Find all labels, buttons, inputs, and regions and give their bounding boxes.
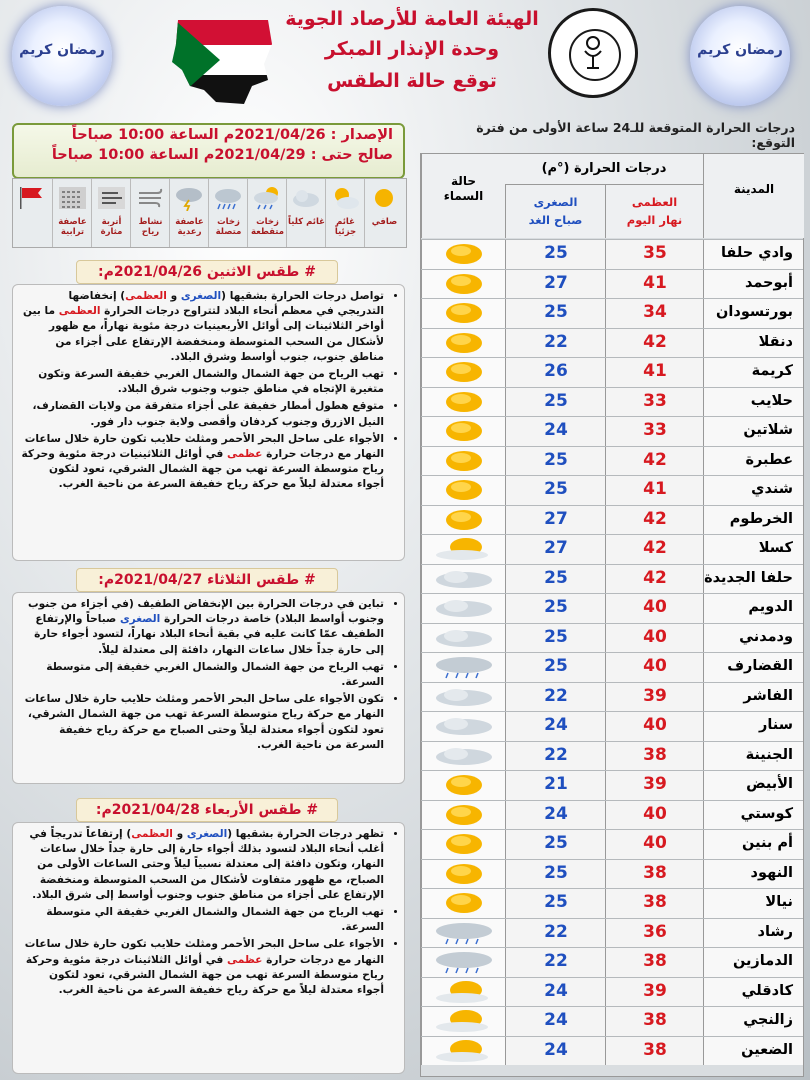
city-cell: عطبرة [703,447,803,476]
table-row [421,977,803,1007]
sun-icon [432,862,496,886]
sky-cell [421,535,506,564]
city-cell: بورتسودان [703,299,803,328]
sun-cloud-icon [432,1009,496,1033]
header-temperature: درجات الحرارة (°م) [505,154,703,185]
min-temp-cell: 22 [505,919,606,948]
table-row [421,446,803,476]
sky-cell [421,506,506,535]
min-temp-cell: 24 [505,712,606,741]
city-cell: الدمازين [703,948,803,977]
forecast-item: • الأجواء على ساحل البحر الأحمر ومثلث حلايب تكون حارة خلال ساعات النهار مع درجات حرارة عظمى في أوائل الثلاثينيات درجة مئوية وحركة رياح متوسطة السرعة تهب من جهة الشمال الشرقي، تعود لتكون أجواء معتدلة ليلاً مع حركة رياح خفيفة السرعة من ناحية الغرب. [21,432,384,493]
header-city: المدينة [703,154,804,238]
sky-cell [421,683,506,712]
table-row [421,859,803,889]
max-temp-cell: 38 [605,860,704,889]
legend-item: صافي [364,179,404,247]
thunder-icon [174,185,205,211]
max-temp-cell: 42 [605,447,704,476]
flag-icon [17,185,48,211]
rain-icon [432,950,496,974]
sun-icon [432,301,496,325]
weather-legend [12,178,407,248]
forecast-item: • تهب الرياح من جهة الشمال والشمال الغربي خفيفة الي متوسطة السرعة. [21,905,384,935]
sky-cell [421,240,506,269]
city-cell: حلفا الجديدة [703,565,803,594]
city-cell: سنار [703,712,803,741]
day-3-forecast [12,822,405,1074]
header-min: الصغرى صباح الغد [505,185,605,238]
city-cell: كسلا [703,535,803,564]
city-cell: أم بنين [703,830,803,859]
sky-cell [421,565,506,594]
table-row [421,328,803,358]
sun-icon [432,773,496,797]
min-temp-cell: 24 [505,1037,606,1066]
min-temp-cell: 26 [505,358,606,387]
legend-item: عاصفة رعدية [169,179,209,247]
forecast-item: • تباين في درجات الحرارة بين الإنخفاض الطفيف (في أجزاء من جنوب وجنوب أواسط البلاد) خاصة درجات الحرارة الصغرى صباحاً والإرتفاع الطفيف عمّا كانت عليه في بقية أنحاء البلاد نهاراً، لتسود أجواء حارة إلى حارة جداً خلال ساعات النهار، دافئة إلى معتدلة ليلاً. [21,597,384,658]
sun-icon [432,803,496,827]
legend-item: غائم كلياً [286,179,326,247]
rain-icon [432,655,496,679]
dust-storm-icon [57,185,88,211]
table-row [421,475,803,505]
max-temp-cell: 33 [605,388,704,417]
sky-cell [421,801,506,830]
sky-cell [421,417,506,446]
sky-cell [421,742,506,771]
sun-cloud-icon [432,980,496,1004]
max-temp-cell: 33 [605,417,704,446]
forecast-item: • متوقع هطول أمطار خفيفة على أجزاء متفرقة من ولايات القضارف، النيل الازرق وجنوب كردفان وأقصى ولاية جنوب دار فور. [21,399,384,429]
legend-item [13,179,52,247]
min-temp-cell: 24 [505,1007,606,1036]
sky-cell [421,594,506,623]
cloud-icon [432,744,496,768]
min-temp-cell: 27 [505,506,606,535]
table-row [421,829,803,859]
sky-cell [421,476,506,505]
sun-icon [432,449,496,473]
city-cell: رشاد [703,919,803,948]
city-cell: دنقلا [703,329,803,358]
max-temp-cell: 38 [605,948,704,977]
forecast-item: • تهب الرياح من جهة الشمال والشمال الغربي خفيفة إلى متوسطة السرعة. [21,660,384,690]
max-temp-cell: 36 [605,919,704,948]
sky-cell [421,388,506,417]
legend-item: زخات متقطعة [247,179,287,247]
max-temp-cell: 42 [605,535,704,564]
min-temp-cell: 25 [505,889,606,918]
sun-cloud-icon [432,537,496,561]
max-temp-cell: 38 [605,1037,704,1066]
sky-cell [421,948,506,977]
sky-cell [421,889,506,918]
sun-icon [432,390,496,414]
max-temp-cell: 38 [605,742,704,771]
sun-icon [432,242,496,266]
city-cell: وادي حلفا [703,240,803,269]
table-row [421,770,803,800]
sky-cell [421,329,506,358]
max-temp-cell: 41 [605,358,704,387]
min-temp-cell: 22 [505,742,606,771]
rain-icon [432,921,496,945]
city-cell: النهود [703,860,803,889]
heavy-rain-icon [213,185,244,211]
max-temp-cell: 40 [605,594,704,623]
legend-item: زخات متصلة [208,179,248,247]
city-cell: زالنجي [703,1007,803,1036]
max-temp-cell: 40 [605,712,704,741]
day-2-title: # طقس الثلاثاء 2021/04/27م: [76,568,338,592]
sun-icon [432,478,496,502]
city-cell: كادقلي [703,978,803,1007]
max-temp-cell: 41 [605,270,704,299]
min-temp-cell: 22 [505,329,606,358]
sky-cell [421,1037,506,1066]
city-cell: الأبيض [703,771,803,800]
table-row [421,416,803,446]
sky-cell [421,653,506,682]
sun-icon [432,891,496,915]
sun-icon [432,331,496,355]
cloud-icon [432,596,496,620]
city-cell: الفاشر [703,683,803,712]
sun-cloud-icon [432,1039,496,1063]
sun-icon [369,185,400,211]
cloud-icon [432,626,496,650]
city-cell: القضارف [703,653,803,682]
sky-cell [421,299,506,328]
sky-cell [421,624,506,653]
table-row [421,357,803,387]
header-sky: حالة السماء [421,154,505,238]
table-row [421,505,803,535]
cloud-icon [291,185,322,211]
forecast-item: • تهب الرياح من جهة الشمال والشمال الغربي خفيفة السرعة وتكون متغيرة الإتجاه في مناطق جنوب وجنوب شرق البلاد. [21,367,384,397]
min-temp-cell: 22 [505,948,606,977]
cloud-icon [432,567,496,591]
sky-cell [421,358,506,387]
min-temp-cell: 24 [505,417,606,446]
max-temp-cell: 39 [605,978,704,1007]
sun-icon [432,272,496,296]
table-row [421,711,803,741]
table-row [421,1036,803,1066]
max-temp-cell: 34 [605,299,704,328]
city-cell: كريمة [703,358,803,387]
min-temp-cell: 27 [505,270,606,299]
day-1-forecast [12,284,405,561]
sky-cell [421,771,506,800]
table-row [421,269,803,299]
city-cell: الدويم [703,594,803,623]
min-temp-cell: 27 [505,535,606,564]
table-row [421,534,803,564]
dust-icon [96,185,127,211]
city-cell: كوستي [703,801,803,830]
sudan-flag-map-icon [168,14,276,106]
rain-icon [252,185,283,211]
city-cell: الجنينة [703,742,803,771]
header-title-2: وحدة الإنذار المبكر [324,38,500,60]
max-temp-cell: 42 [605,329,704,358]
max-temp-cell: 38 [605,1007,704,1036]
min-temp-cell: 25 [505,565,606,594]
max-temp-cell: 39 [605,683,704,712]
min-temp-cell: 21 [505,771,606,800]
legend-item: غائم جزئياً [325,179,365,247]
max-temp-cell: 39 [605,771,704,800]
max-temp-cell: 40 [605,624,704,653]
table-row [421,888,803,918]
max-temp-cell: 35 [605,240,704,269]
cloud-icon [432,685,496,709]
min-temp-cell: 25 [505,653,606,682]
max-temp-cell: 38 [605,889,704,918]
forecast-item: • تظهر درجات الحرارة بشقيها (الصغرى و العظمى) إرتفاعاً تدريجاً في أغلب أنحاء البلاد لتسود بذلك أجواء حارة إلى حارة جداً خلال ساعات النهار، وتكون دافئة إلى معتدلة نسبياً ليلاً وحتى الساعات الأولى من الصباح، مع ظهور متفاوت لأشكال من السحب المتوسطة ومنخفضة الإرتفاع على أجزاء من مناطق جنوب وجنوب أواسط إلى شرق البلاد. [21,827,384,903]
sun-icon [432,508,496,532]
day-1-title: # طقس الاثنين 2021/04/26م: [76,260,338,284]
min-temp-cell: 22 [505,683,606,712]
min-temp-cell: 25 [505,240,606,269]
max-temp-cell: 42 [605,565,704,594]
sky-cell [421,919,506,948]
table-row [421,239,803,269]
table-caption: درجات الحرارة المتوقعة للـ24 ساعة الأولى من فترة التوقع: [476,120,795,150]
sky-cell [421,1007,506,1036]
logo-symbol-icon [581,35,605,71]
min-temp-cell: 24 [505,978,606,1007]
table-row [421,682,803,712]
min-temp-cell: 25 [505,447,606,476]
city-cell: نيالا [703,889,803,918]
min-temp-cell: 25 [505,624,606,653]
legend-item: نشاط رياح [130,179,170,247]
forecast-item: • تكون الأجواء على ساحل البحر الأحمر ومثلث حلايب حارة خلال ساعات النهار مع حركة رياح متوسطة السرعة تهب من جهة الشمال الشرقي، تعود لتكون أجواء معتدلة ليلاً وحتى الصباح مع حركة رياح خفيفة السرعة من ناحية الغرب. [21,692,384,753]
forecast-item: • تواصل درجات الحرارة بشقيها (الصغرى و العظمى) إنخفاضها التدريجي في معظم أنحاء البلاد لتتراوح درجات الحرارة العظمى ما بين أواخر الثلاثينات إلى أوائل الأربعينيات درجة مئوية نهاراً، مع ظهور لأشكال من السحب المتوسطة ومنخفضة الإرتفاع على أجزاء من مناطق جنوب، جنوب أواسط وشرق البلاد. [21,289,384,365]
min-temp-cell: 25 [505,860,606,889]
city-cell: ودمدني [703,624,803,653]
table-row [421,918,803,948]
max-temp-cell: 40 [605,653,704,682]
header-title-3: توقع حالة الطقس [327,70,497,92]
table-row [421,593,803,623]
max-temp-cell: 40 [605,801,704,830]
sun-icon [432,360,496,384]
day-3-title: # طقس الأربعاء 2021/04/28م: [76,798,338,822]
sky-cell [421,712,506,741]
ramadan-badge-left: رمضان كريم [12,6,112,106]
day-2-forecast [12,592,405,784]
city-cell: أبوحمد [703,270,803,299]
cloud-icon [432,714,496,738]
city-cell: الضعين [703,1037,803,1066]
sky-cell [421,447,506,476]
city-cell: الخرطوم [703,506,803,535]
legend-item: أتربة مثارة [91,179,131,247]
min-temp-cell: 25 [505,594,606,623]
table-row [421,298,803,328]
meteorological-authority-logo [548,8,638,98]
table-row [421,947,803,977]
sky-cell [421,830,506,859]
max-temp-cell: 42 [605,506,704,535]
table-row [421,623,803,653]
table-row [421,652,803,682]
sky-cell [421,270,506,299]
min-temp-cell: 24 [505,801,606,830]
forecast-item: • الأجواء على ساحل البحر الأحمر ومثلث حلايب تكون حارة خلال ساعات النهار مع درجات حرارة عظمى في أوائل الثلاثينات درجة مئوية وحركة رياح متوسطة السرعة تهب من جهة الشمال الشرقي، تعود لتكون أجواء معتدلة ليلاً مع حركة رياح خفيفة السرعة من ناحية الغرب. [21,937,384,998]
issue-date: الإصدار : 2021/04/26م الساعة 10:00 صباحاً [71,127,393,143]
sun-icon [432,832,496,856]
city-cell: شلاتين [703,417,803,446]
max-temp-cell: 41 [605,476,704,505]
sky-cell [421,860,506,889]
min-temp-cell: 25 [505,476,606,505]
table-row [421,387,803,417]
city-cell: حلايب [703,388,803,417]
sun-cloud-icon [330,185,361,211]
city-cell: شندي [703,476,803,505]
min-temp-cell: 25 [505,299,606,328]
issue-validity-box [12,123,405,179]
sun-icon [432,419,496,443]
min-temp-cell: 25 [505,388,606,417]
header-max: العظمى نهار اليوم [605,185,703,238]
table-row [421,564,803,594]
min-temp-cell: 25 [505,830,606,859]
sky-cell [421,978,506,1007]
temperature-table [420,153,804,1077]
legend-item: عاصفة ترابية [52,179,92,247]
table-row [421,800,803,830]
table-row [421,741,803,771]
max-temp-cell: 40 [605,830,704,859]
ramadan-badge-right: رمضان كريم [690,6,790,106]
table-row [421,1006,803,1036]
header-title-1: الهيئة العامة للأرصاد الجوية [285,8,539,30]
wind-icon [135,185,166,211]
valid-until-date: صالح حتى : 2021/04/29م الساعة 10:00 صباحاً [51,147,393,163]
